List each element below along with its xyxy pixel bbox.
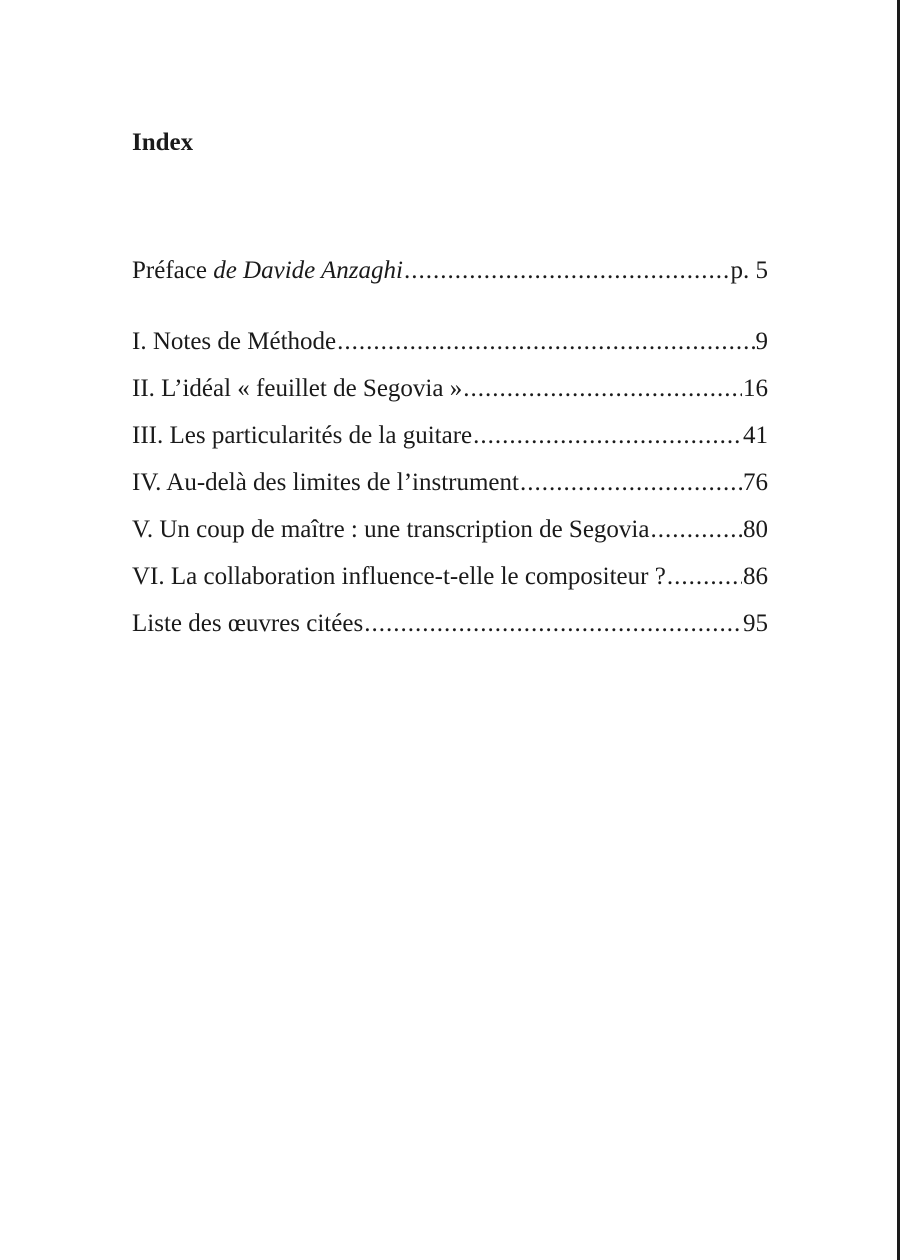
toc-entry-label: I. Notes de Méthode [132,328,337,355]
toc-entry-label: Liste des œuvres citées [132,610,364,637]
table-of-contents [132,253,768,642]
toc-entry-page: 16 [743,375,768,402]
dot-leader [473,418,742,454]
dot-leader [520,465,742,501]
toc-entry-page: 9 [755,328,768,355]
toc-entry-label: V. Un coup de maître : une transcription de Segovia [132,516,650,543]
dot-leader [650,512,742,548]
toc-entry-chapter-4 [132,465,768,501]
toc-entry-preface [132,253,768,289]
toc-entry-chapter-5 [132,512,768,548]
toc-entry-chapter-6 [132,559,768,595]
toc-entry-label: III. Les particularités de la guitare [132,422,473,449]
toc-entry-page: 41 [743,422,768,449]
dot-leader [337,324,754,360]
toc-entry-label [132,253,403,289]
toc-entry-page: 95 [743,610,768,637]
toc-entry-chapter-3 [132,418,768,454]
toc-entry-page: p. 5 [730,257,768,284]
toc-entry-works-list [132,606,768,642]
dot-leader [463,371,742,407]
toc-entry-label: VI. La collaboration influence-t-elle le compositeur ? [132,563,666,590]
page-title: Index [132,129,194,156]
toc-entry-label: II. L’idéal « feuillet de Segovia » [132,375,463,402]
dot-leader [364,606,742,642]
toc-entry-chapter-1 [132,324,768,360]
preface-author: de Davide Anzaghi [213,257,403,284]
dot-leader [667,559,742,595]
toc-entry-label: IV. Au-delà des limites de l’instrument [132,469,519,496]
preface-label: Préface [132,257,207,284]
toc-entry-page: 76 [743,469,768,496]
toc-entry-page: 80 [743,516,768,543]
toc-entry-chapter-2 [132,371,768,407]
toc-entry-page: 86 [743,563,768,590]
dot-leader [404,253,730,289]
